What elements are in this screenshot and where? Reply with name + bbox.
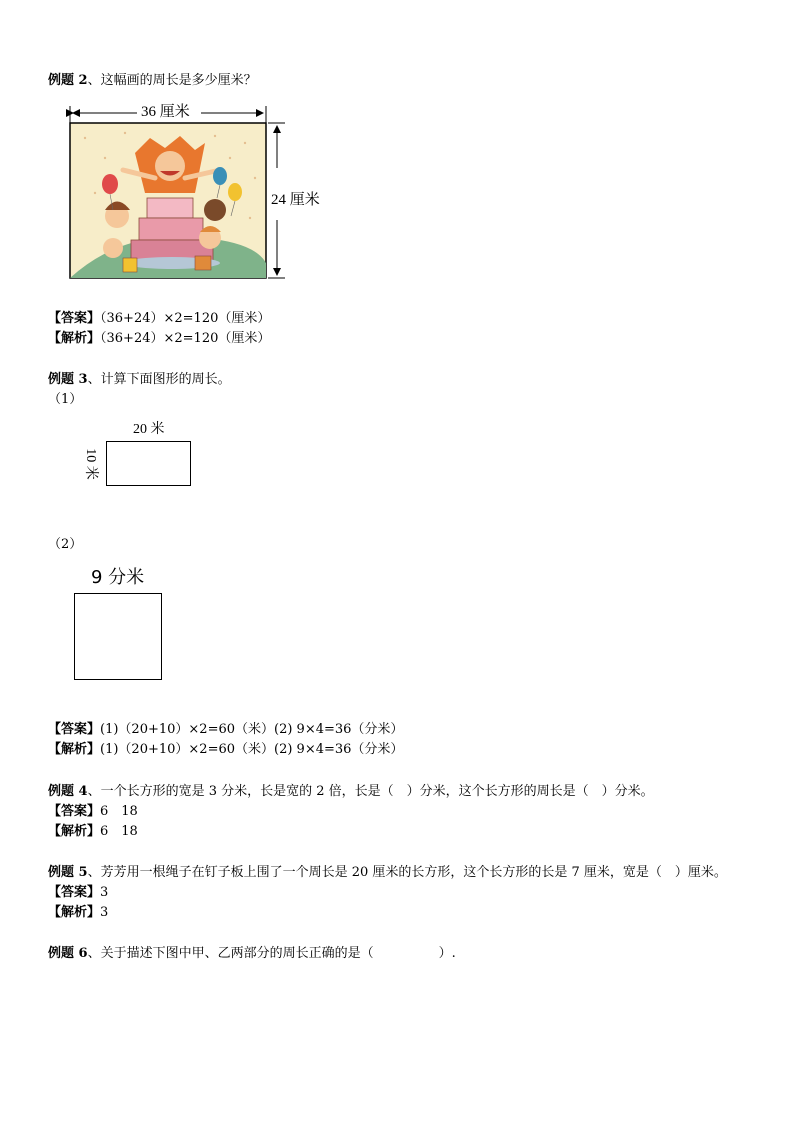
square-label: 9 分米 (91, 567, 145, 588)
part-1-label: （1） (48, 392, 83, 407)
answer-text: 3 (100, 885, 109, 900)
example-5-text: 、芳芳用一根绳子在钉子板上围了一个周长是 20 厘米的长方形，这个长方形的长是 7 厘米，宽是（ ）厘米。 (87, 865, 727, 880)
example-4-label: 例题 4 (48, 784, 88, 799)
rectangle-shape (106, 441, 191, 486)
answer-text: (1)（20+10）×2=60（米）(2) 9×4=36（分米） (100, 722, 404, 737)
painting-figure (55, 98, 345, 288)
example-4-analysis (48, 824, 138, 840)
example-2-analysis (48, 331, 270, 347)
example-4-question (48, 784, 654, 800)
example-6-label: 例题 6 (48, 946, 88, 961)
rectangle-side-label: 10 米 (82, 448, 98, 480)
answer-tag: 【答案】 (48, 722, 101, 737)
example-2-label: 例题 2 (48, 73, 88, 88)
part-2-label: （2） (48, 537, 83, 552)
example-3-label: 例题 3 (48, 372, 88, 387)
example-4-text: 、一个长方形的宽是 3 分米，长是宽的 2 倍，长是（ ）分米，这个长方形的周长是（ ）分米。 (87, 784, 654, 799)
analysis-tag: 【解析】 (48, 331, 101, 346)
answer-text: 6 18 (100, 804, 138, 819)
analysis-tag: 【解析】 (48, 905, 101, 920)
example-6-text: 、关于描述下图中甲、乙两部分的周长正确的是（ ）. (87, 946, 456, 961)
example-2-text: 、这幅画的周长是多少厘米？ (87, 73, 257, 88)
example-2-answer (48, 311, 270, 327)
example-6-question (48, 946, 456, 962)
example-5-analysis (48, 905, 108, 921)
analysis-tag: 【解析】 (48, 824, 101, 839)
example-5-question (48, 865, 727, 881)
answer-tag: 【答案】 (48, 885, 101, 900)
example-2-question (48, 73, 257, 89)
example-3-question (48, 372, 231, 388)
answer-tag: 【答案】 (48, 311, 101, 326)
example-5-answer (48, 885, 108, 901)
answer-tag: 【答案】 (48, 804, 101, 819)
rectangle-top-label: 20 米 (133, 422, 165, 437)
answer-text: （36+24）×2=120（厘米） (100, 311, 271, 326)
analysis-text: (1)（20+10）×2=60（米）(2) 9×4=36（分米） (100, 742, 404, 757)
example-3-answer (48, 722, 403, 738)
analysis-text: 6 18 (100, 824, 138, 839)
painting-height-label: 24 厘米 (271, 192, 320, 208)
painting-width-label: 36 厘米 (141, 104, 190, 120)
example-3-analysis (48, 742, 403, 758)
analysis-tag: 【解析】 (48, 742, 101, 757)
example-4-answer (48, 804, 138, 820)
analysis-text: 3 (100, 905, 109, 920)
example-5-label: 例题 5 (48, 865, 88, 880)
square-shape (74, 593, 162, 680)
analysis-text: （36+24）×2=120（厘米） (100, 331, 271, 346)
example-3-text: 、计算下面图形的周长。 (87, 372, 231, 387)
